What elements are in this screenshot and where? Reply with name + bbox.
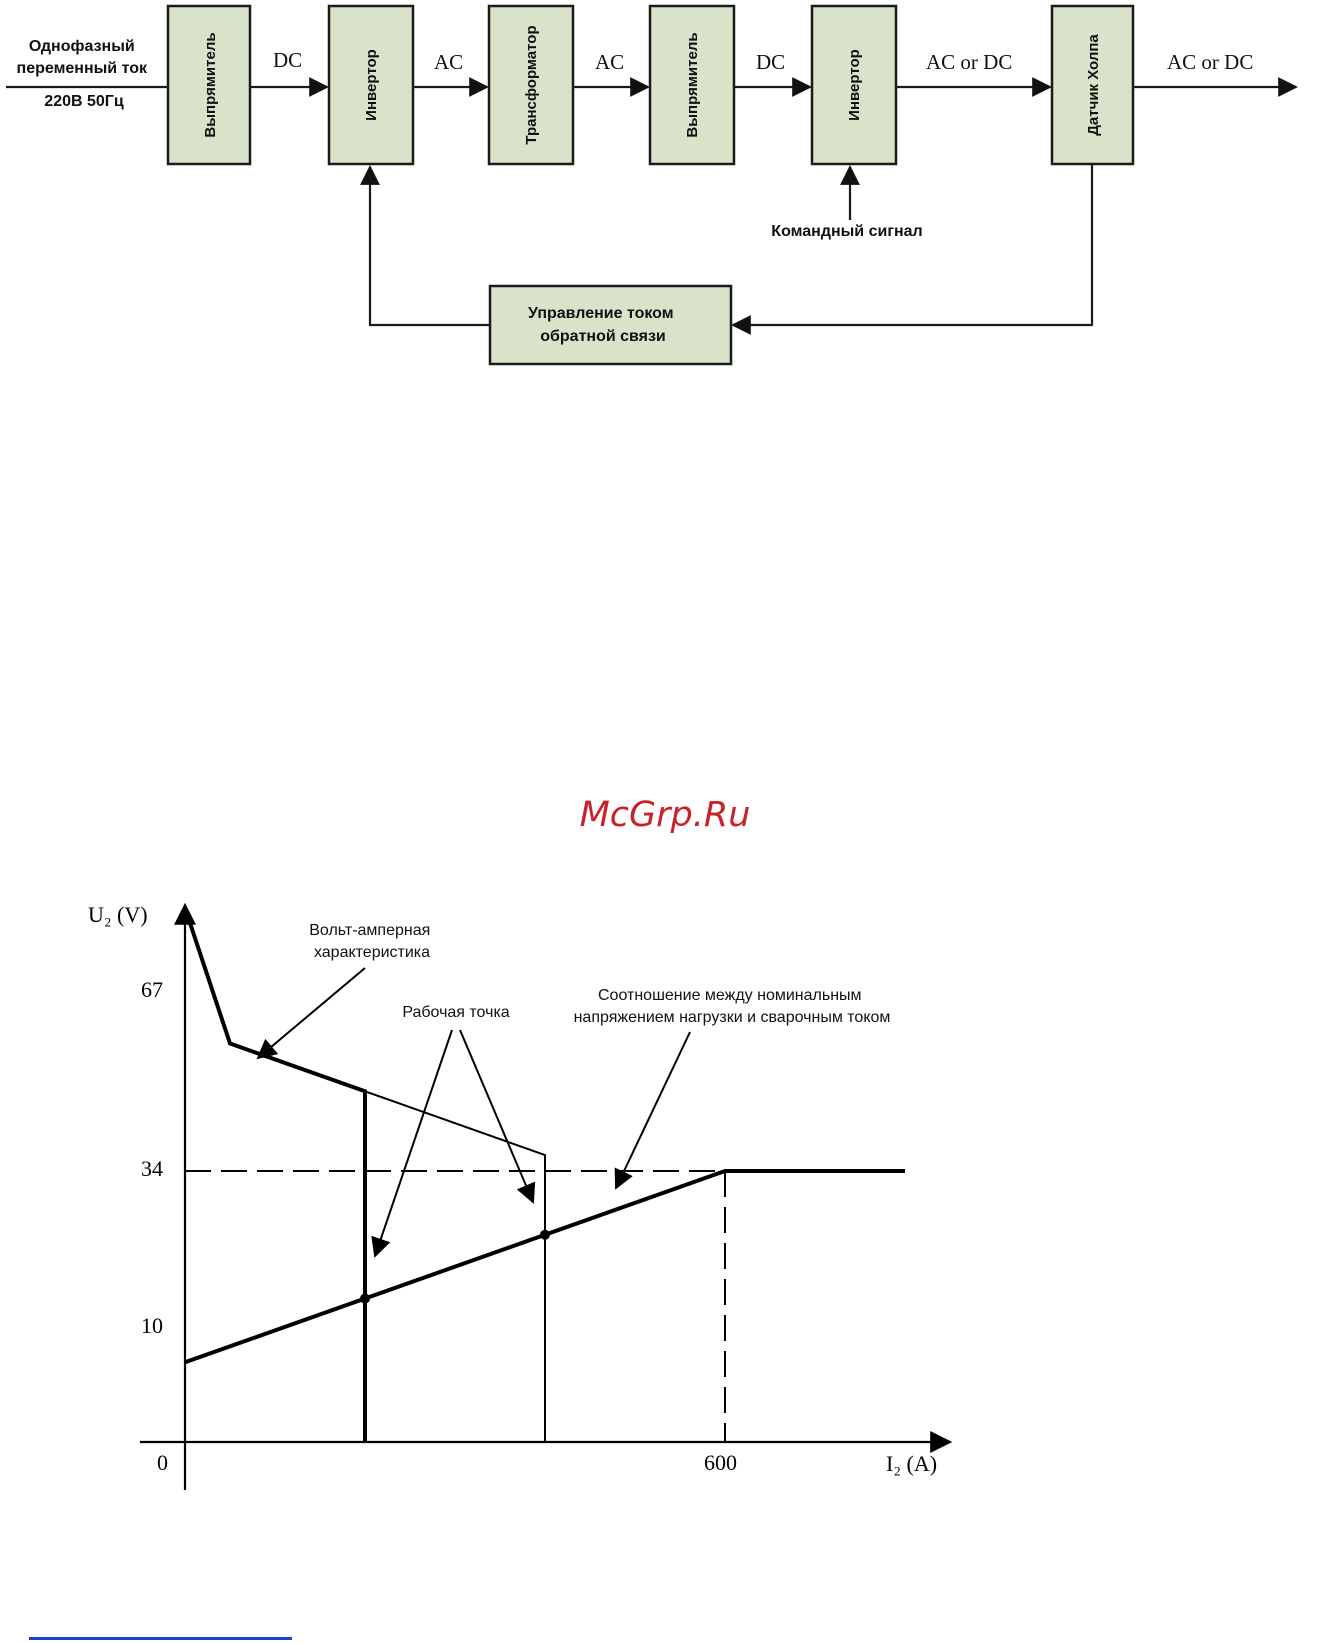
pointer-working-point-2 <box>460 1030 533 1202</box>
block-hall-sensor <box>1052 6 1133 164</box>
x-tick-600: 600 <box>704 1450 737 1475</box>
working-point-1 <box>360 1294 370 1304</box>
x-axis-label: I₂ (A) <box>886 1451 938 1476</box>
annotation-relation-line-2: напряжением нагрузки и сварочным током <box>573 1009 891 1026</box>
series-va-thick <box>185 908 365 1442</box>
footer-link-underline[interactable] <box>29 1637 292 1640</box>
y-tick-67: 67 <box>141 977 163 1002</box>
block-inverter-2-label: Инвертор <box>846 49 863 121</box>
block-rectifier-1 <box>168 6 250 164</box>
feedback-label-line-1: Управление током <box>527 305 674 322</box>
annotation-relation-line-1: Соотношение между номинальным <box>598 987 862 1004</box>
annotation-va-line-2: характеристика <box>313 944 431 961</box>
block-inverter-1-label: Инвертор <box>363 49 380 121</box>
annotation-va-line-1: Вольт-амперная <box>309 922 431 939</box>
block-rectifier-2-label: Выпрямитель <box>684 32 701 138</box>
block-inverter-1 <box>329 6 413 164</box>
block-diagram <box>0 0 1330 400</box>
block-rectifier-2 <box>650 6 734 164</box>
signal-ac-or-dc-2: AC or DC <box>1167 50 1254 74</box>
annotation-working-point: Рабочая точка <box>402 1004 510 1021</box>
volt-ampere-chart <box>0 890 1330 1500</box>
feedback-label-line-2: обратной связи <box>540 328 666 345</box>
svg-text:Соотношение между номинальным <box>574 987 891 1026</box>
pointer-working-point-1 <box>375 1030 452 1256</box>
svg-text:Однофазный переменный ток <box>17 38 152 110</box>
block-transformer-label: Трансформатор <box>523 25 540 145</box>
y-tick-34: 34 <box>141 1156 163 1181</box>
input-label-line-2: переменный ток <box>16 60 147 77</box>
input-label-line-1: Однофазный <box>28 38 135 55</box>
signal-dc-1: DC <box>273 48 303 72</box>
x-tick-0: 0 <box>157 1450 168 1475</box>
block-transformer <box>489 6 573 164</box>
input-label-line-3: 220В 50Гц <box>44 93 124 110</box>
block-hall-sensor-label: Датчик Холпа <box>1085 34 1102 136</box>
signal-ac-1: AC <box>434 50 464 74</box>
svg-text:Вольт-амперная характерист <box>309 922 435 961</box>
signal-ac-or-dc-1: AC or DC <box>926 50 1013 74</box>
block-rectifier-1-label: Выпрямитель <box>202 32 219 138</box>
watermark: McGrp.Ru <box>579 795 751 835</box>
y-tick-10: 10 <box>141 1313 163 1338</box>
signal-ac-2: AC <box>595 50 625 74</box>
signal-dc-2: DC <box>756 50 786 74</box>
y-axis-label: U₂ (V) <box>88 902 148 927</box>
working-point-2 <box>540 1230 550 1240</box>
pointer-va-arrow <box>258 968 365 1058</box>
block-inverter-2 <box>812 6 896 164</box>
pointer-relation-arrow <box>616 1032 690 1188</box>
block-feedback-control <box>490 286 731 364</box>
command-signal-label: Командный сигнал <box>771 223 923 240</box>
